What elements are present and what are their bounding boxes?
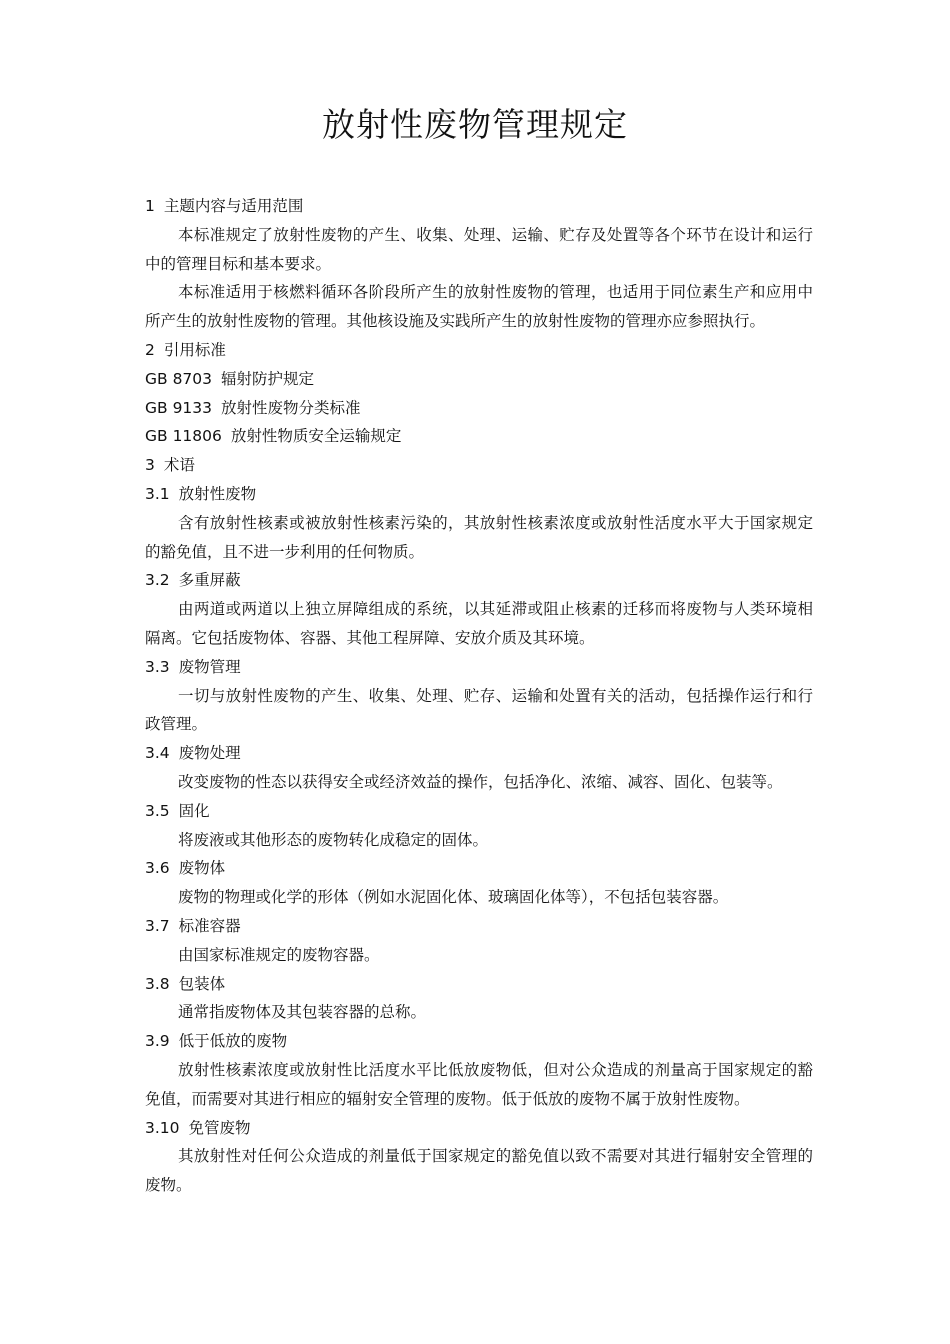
term-title: 放射性废物 [178,484,257,503]
term-number: 3.6 [145,859,170,878]
section-title: 术语 [163,456,195,475]
term-definition: 含有放射性核素或被放射性核素污染的，其放射性核素浓度或放射性活度水平大于国家规定的豁免值，且不进一步利用的任何物质。 [145,513,813,561]
term-title: 废物体 [178,859,226,878]
term-number: 3.1 [145,484,170,503]
term-definition: 其放射性对任何公众造成的剂量低于国家规定的豁免值以致不需要对其进行辐射安全管理的废物。 [145,1147,813,1195]
term-number: 3.2 [145,571,170,590]
term-definition: 通常指废物体及其包装容器的总称。 [178,1003,427,1022]
term-title: 多重屏蔽 [178,571,241,590]
reference-code: GB 9133 [145,398,213,417]
paragraph: 本标准规定了放射性废物的产生、收集、处理、运输、贮存及处置等各个环节在设计和运行中的管理目标和基本要求。 [145,225,813,273]
term-heading [145,480,813,509]
term-heading [145,653,813,682]
term-heading [145,739,813,768]
term-definition: 将废液或其他形态的废物转化成稳定的固体。 [178,830,489,849]
term-number: 3.3 [145,657,170,676]
term-heading [145,912,813,941]
term-heading [145,970,813,999]
term-number: 3.7 [145,916,170,935]
reference-name: 放射性废物分类标准 [221,398,361,417]
term-title: 废物处理 [178,744,241,763]
reference-item [145,394,813,423]
term-heading [145,797,813,826]
term-definition: 改变废物的性态以获得安全或经济效益的操作，包括净化、浓缩、减容、固化、包装等。 [178,772,783,791]
term-heading [145,854,813,883]
section-number: 2 [145,340,155,359]
section-heading [145,336,813,365]
section-title: 引用标准 [163,340,226,359]
term-title: 包装体 [178,974,226,993]
section-number: 3 [145,456,155,475]
term-definition: 一切与放射性废物的产生、收集、处理、贮存、运输和处置有关的活动，包括操作运行和行政管理。 [145,686,813,734]
document-body [145,192,813,1200]
reference-name: 放射性物质安全运输规定 [230,427,402,446]
term-title: 免管废物 [188,1118,251,1137]
term-heading [145,1114,813,1143]
document-title: 放射性废物管理规定 [322,105,628,144]
term-number: 3.5 [145,801,170,820]
paragraph: 本标准适用于核燃料循环各阶段所产生的放射性废物的管理，也适用于同位素生产和应用中所产生的放射性废物的管理。其他核设施及实践所产生的放射性废物的管理亦应参照执行。 [145,283,813,331]
term-number: 3.8 [145,974,170,993]
term-title: 废物管理 [178,657,241,676]
term-number: 3.10 [145,1118,180,1137]
reference-code: GB 8703 [145,369,213,388]
section-heading [145,451,813,480]
term-title: 低于低放的废物 [178,1032,288,1051]
reference-item [145,365,813,394]
section-heading [145,192,813,221]
term-title: 标准容器 [178,916,241,935]
term-heading [145,566,813,595]
term-number: 3.4 [145,744,170,763]
reference-item [145,422,813,451]
section-title: 主题内容与适用范围 [163,197,304,215]
term-number: 3.9 [145,1032,170,1051]
term-definition: 放射性核素浓度或放射性比活度水平比低放废物低，但对公众造成的剂量高于国家规定的豁免值，而需要对其进行相应的辐射安全管理的废物。低于低放的废物不属于放射性废物。 [145,1060,813,1108]
section-number: 1 [145,197,155,215]
reference-name: 辐射防护规定 [221,369,315,388]
term-heading [145,1027,813,1056]
reference-code: GB 11806 [145,427,222,446]
term-definition: 由国家标准规定的废物容器。 [178,945,380,964]
term-definition: 由两道或两道以上独立屏障组成的系统，以其延滞或阻止核素的迁移而将废物与人类环境相隔离。它包括废物体、容器、其他工程屏障、安放介质及其环境。 [145,600,813,647]
term-title: 固化 [178,801,210,820]
term-definition: 废物的物理或化学的形体（例如水泥固化体、玻璃固化体等），不包括包装容器。 [178,888,729,907]
